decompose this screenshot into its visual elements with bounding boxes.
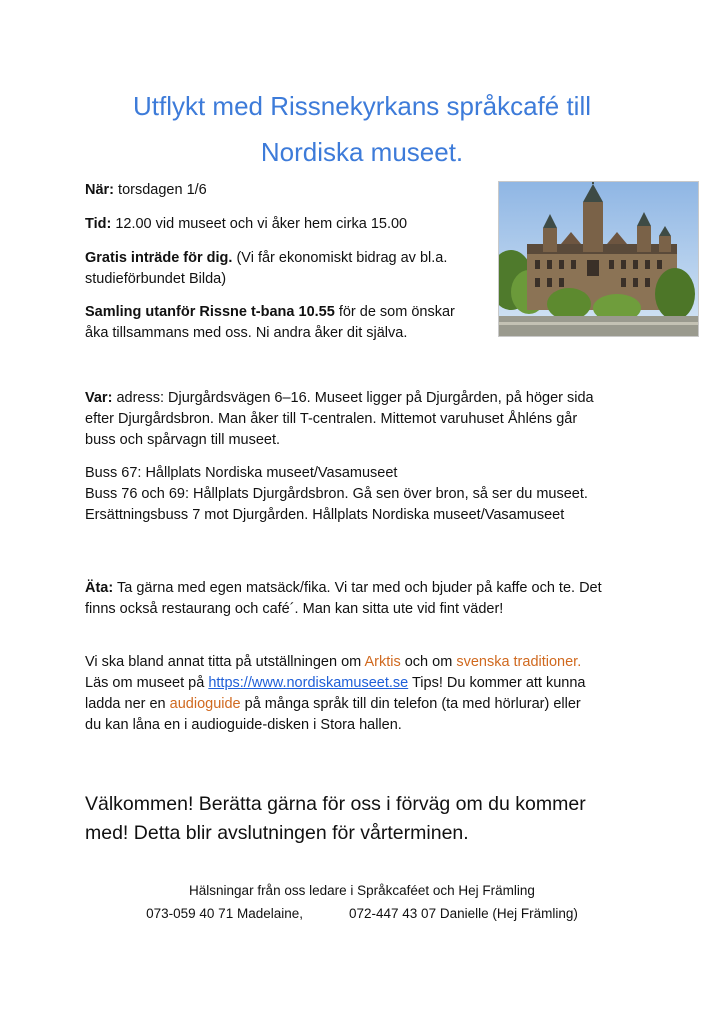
visit-line-3b: på många språk till din telefon (ta med hörlurar) eller: [240, 696, 581, 712]
contact-madelaine: 073-059 40 71 Madelaine,: [146, 906, 303, 921]
visit-line-1b: och om: [400, 654, 457, 670]
visit-line-1a: Vi ska bland annat titta på utställningen om: [85, 654, 365, 670]
museum-building-image: [499, 182, 698, 336]
time-paragraph: [85, 214, 407, 235]
title-line-2: Nordiska museet.: [260, 137, 464, 167]
free-entry-paragraph: [85, 248, 447, 290]
arktis-highlight: Arktis: [364, 654, 401, 670]
bus-paragraph: [85, 463, 588, 526]
museum-photo: [498, 181, 699, 337]
free-line-2: studieförbundet Bilda): [85, 271, 227, 287]
contact-line: [0, 903, 724, 924]
eat-line-1: Ta gärna med egen matsäck/fika. Vi tar med och bjuder på kaffe och te. Det: [113, 580, 602, 596]
free-line-1: (Vi får ekonomiskt bidrag av bl.a.: [232, 250, 448, 266]
where-line-3: buss och spårvagn till museet.: [85, 432, 281, 448]
meeting-paragraph: [85, 302, 455, 344]
time-value: 12.00 vid museet och vi åker hem cirka 15.00: [111, 216, 408, 232]
when-paragraph: [85, 180, 207, 201]
traditions-highlight: svenska traditioner.: [456, 654, 582, 670]
where-line-2: efter Djurgårdsbron. Man åker till T-centralen. Mittemot varuhuset Åhléns går: [85, 411, 578, 427]
welcome-paragraph: [85, 790, 586, 848]
visit-paragraph: [85, 652, 586, 736]
visit-line-4: du kan låna en i audioguide-disken i Stora hallen.: [85, 717, 402, 733]
visit-line-2a: Läs om museet på: [85, 675, 209, 691]
visit-line-2b: Tips! Du kommer att kunna: [408, 675, 586, 691]
museum-website-link[interactable]: https://www.nordiskamuseet.se: [208, 675, 409, 691]
free-label: Gratis inträde för dig.: [85, 250, 233, 266]
signature-line: Hälsningar från oss ledare i Språkcaféet och Hej Främling: [189, 883, 535, 898]
bus-line-2: Buss 76 och 69: Hållplats Djurgårdsbron. Gå sen över bron, så ser du museet.: [85, 486, 588, 502]
title-line-1: Utflykt med Rissnekyrkans språkcafé till: [132, 91, 592, 121]
eat-label: Äta:: [85, 580, 114, 596]
bus-line-1: Buss 67: Hållplats Nordiska museet/Vasamuseet: [85, 465, 398, 481]
welcome-line-2: med! Detta blir avslutningen för vårterminen.: [85, 822, 469, 844]
bus-line-3: Ersättningsbuss 7 mot Djurgården. Hållplats Nordiska museet/Vasamuseet: [85, 507, 565, 523]
when-value: torsdagen 1/6: [114, 182, 207, 198]
eat-paragraph: [85, 578, 602, 620]
audioguide-highlight: audioguide: [169, 696, 241, 712]
meet-label: Samling utanför Rissne t-bana 10.55: [85, 304, 335, 320]
meet-line-1: för de som önskar: [334, 304, 455, 320]
contact-danielle: 072-447 43 07 Danielle (Hej Främling): [349, 906, 578, 921]
when-label: När:: [85, 182, 115, 198]
welcome-line-1: Välkommen! Berätta gärna för oss i förväg om du kommer: [85, 793, 586, 815]
where-paragraph: [85, 388, 594, 451]
visit-line-3a: ladda ner en: [85, 696, 170, 712]
where-line-1: adress: Djurgårdsvägen 6–16. Museet ligger på Djurgården, på höger sida: [112, 390, 594, 406]
where-label: Var:: [85, 390, 113, 406]
time-label: Tid:: [85, 216, 112, 232]
eat-line-2: finns också restaurang och café´. Man kan sitta ute vid fint väder!: [85, 601, 504, 617]
meet-line-2: åka tillsammans med oss. Ni andra åker dit själva.: [85, 325, 408, 341]
